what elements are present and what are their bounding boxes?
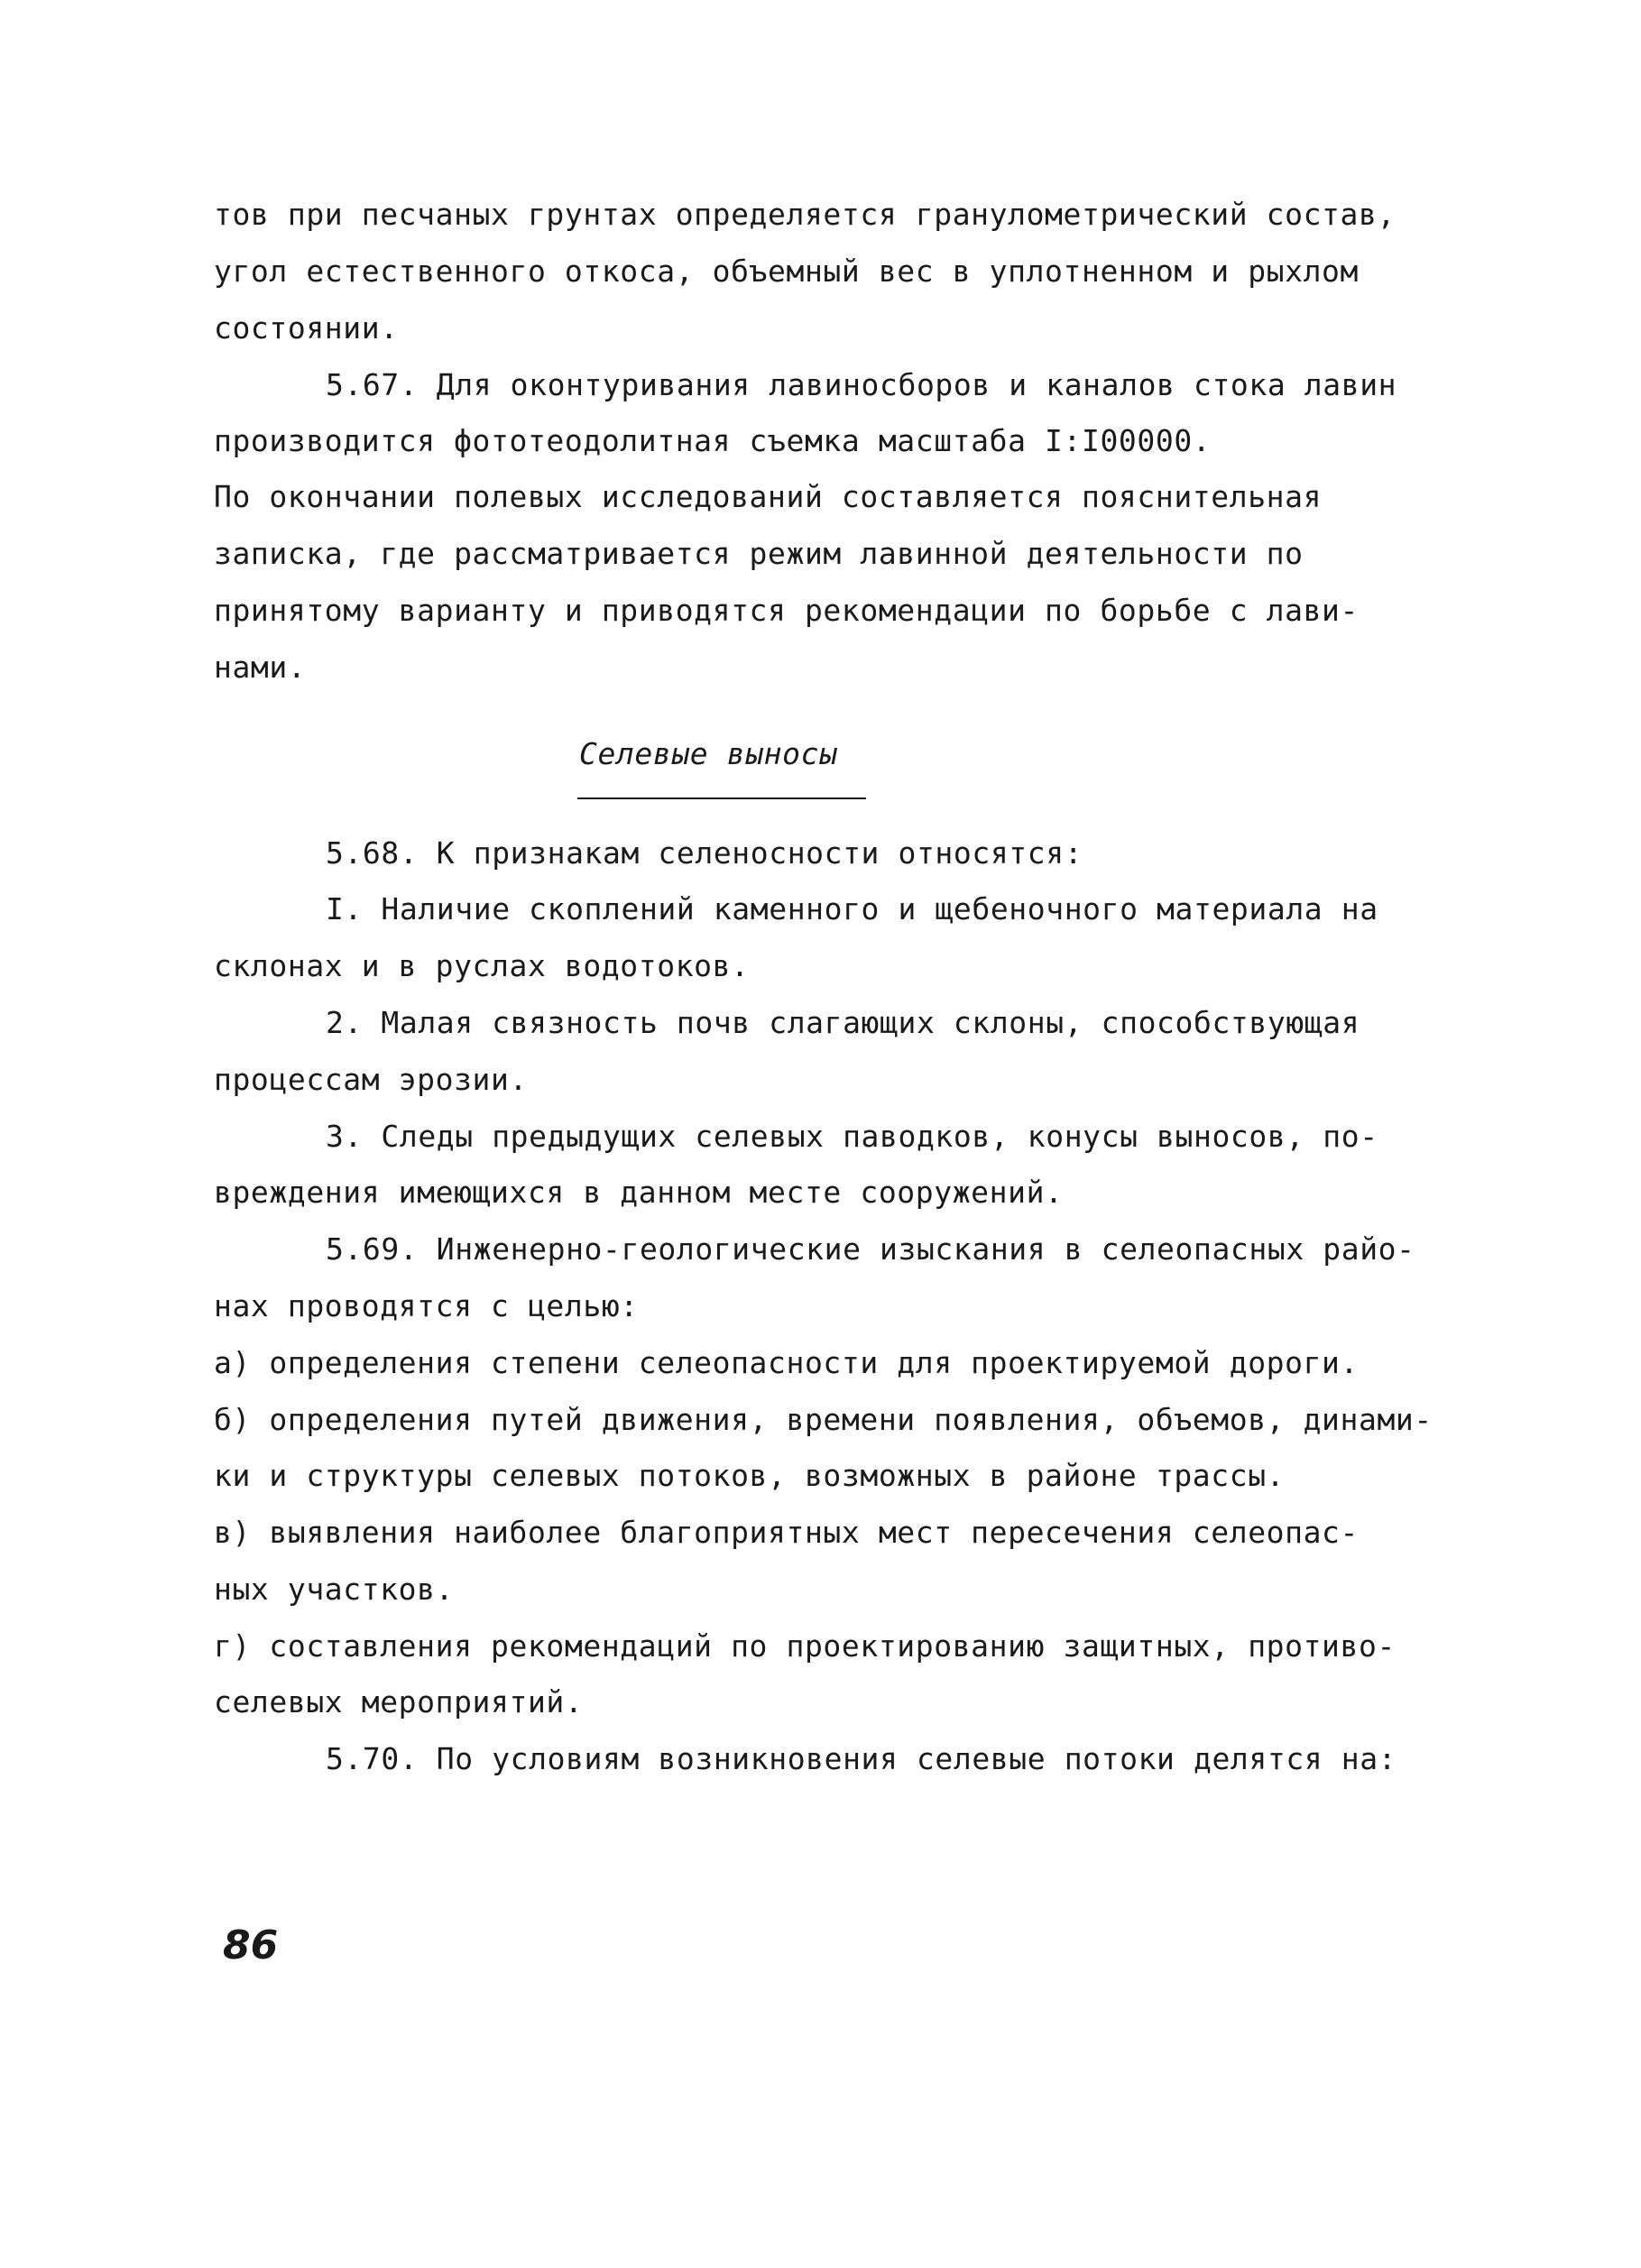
text-line: селевых мероприятий.	[214, 1684, 584, 1719]
page-number: 86	[223, 1922, 279, 1968]
text-line: процессам эрозии.	[214, 1062, 528, 1097]
text-line: По окончании полевых исследований составляется пояснительная	[214, 479, 1323, 514]
list-item-g: г) составления рекомендаций по проектированию защитных, противо-	[214, 1628, 1396, 1664]
text-line: склонах и в руслах водотоков.	[214, 948, 750, 983]
text-line: состоянии.	[214, 310, 399, 346]
text-line: вреждения имеющихся в данном месте сооружений.	[214, 1175, 1064, 1210]
text-line: записка, где рассматривается режим лавинной деятельности по	[214, 536, 1304, 571]
text-line: нами.	[214, 650, 307, 685]
paragraph-5-67: 5.67. Для оконтуривания лавиносборов и каналов стока лавин	[326, 367, 1397, 402]
list-item-b: б) определения путей движения, времени появления, объемов, динами-	[214, 1402, 1433, 1437]
text-line: ки и структуры селевых потоков, возможных в районе трассы.	[214, 1458, 1286, 1493]
paragraph-5-70: 5.70. По условиям возникновения селевые потоки делятся на:	[326, 1741, 1397, 1776]
text-line: тов при песчаных грунтах определяется гранулометрический состав,	[214, 197, 1396, 232]
paragraph-5-69: 5.69. Инженерно-геологические изыскания в селеопасных райо-	[326, 1231, 1415, 1267]
list-item-3: 3. Следы предыдущих селевых паводков, конусы выносов, по-	[326, 1119, 1378, 1154]
list-item-2: 2. Малая связность почв слагающих склоны, способствующая	[326, 1005, 1360, 1040]
heading-underline	[577, 797, 866, 799]
list-item-1: I. Наличие скоплений каменного и щебеночного материала на	[326, 891, 1378, 927]
paragraph-5-68: 5.68. К признакам селеносности относятся:	[326, 835, 1083, 871]
text-line: принятому варианту и приводятся рекомендации по борьбе с лави-	[214, 593, 1359, 628]
text-line: ных участков.	[214, 1572, 455, 1607]
text-line: нах проводятся с целью:	[214, 1288, 639, 1323]
section-heading: Селевые выносы	[579, 736, 838, 771]
text-line: производится фототеодолитная съемка масштаба I:I00000.	[214, 423, 1212, 458]
list-item-v: в) выявления наиболее благоприятных мест пересечения селеопас-	[214, 1515, 1359, 1550]
list-item-a: а) определения степени селеопасности для проектируемой дороги.	[214, 1345, 1359, 1380]
text-line: угол естественного откоса, объемный вес в уплотненном и рыхлом	[214, 254, 1359, 289]
